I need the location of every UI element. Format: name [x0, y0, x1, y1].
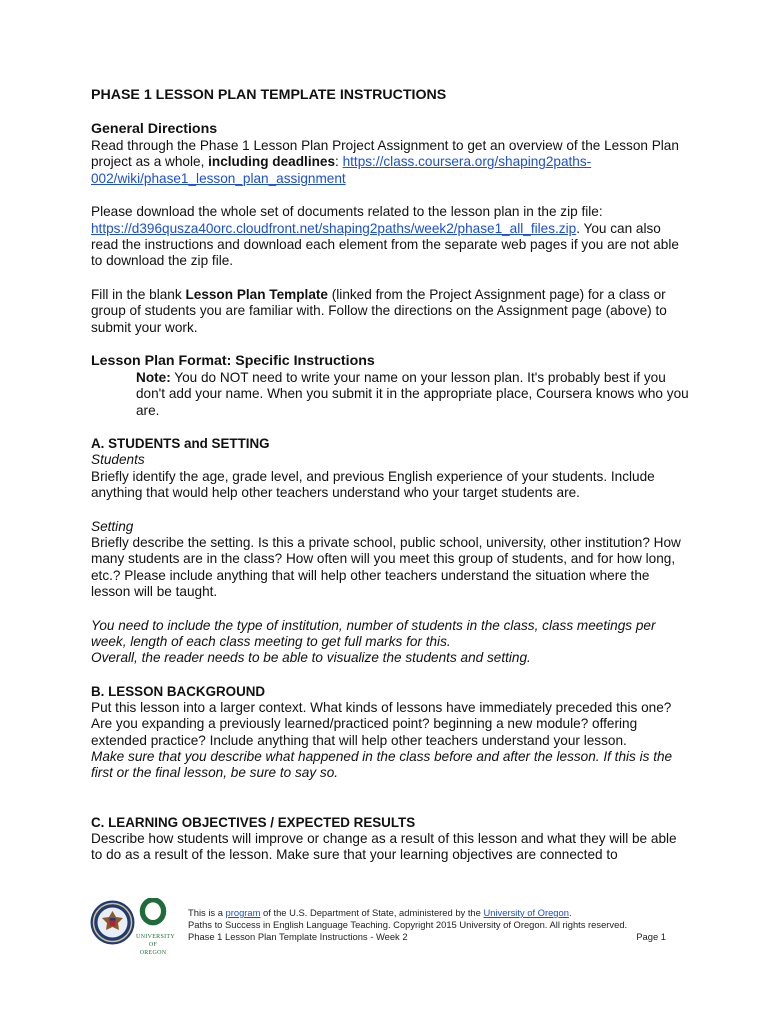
university-of-oregon-link[interactable]: University of Oregon [483, 907, 569, 918]
page-number: Page 1 [636, 931, 666, 942]
general-paragraph-2 [91, 204, 691, 270]
section-b-italic [91, 749, 691, 782]
uo-o-icon [136, 898, 170, 928]
section-a-italic-1-text: You need to include the type of institution, number of students in the class, class meetings per week, length of each class meeting to get full marks for this. [91, 617, 656, 649]
document-title: PHASE 1 LESSON PLAN TEMPLATE INSTRUCTIONS [91, 87, 447, 103]
document-body [91, 86, 691, 864]
section-a-heading: A. STUDENTS and SETTING [91, 436, 270, 452]
general-p3-rest: (linked from the Project Assignment page) for a class or group of students you are familiar with. Follow the directions on the Assignment page (above) to submit your work. [91, 286, 667, 335]
footer-line-1-end: . [568, 907, 572, 918]
zip-file-link[interactable]: https://d396qusza40orc.cloudfront.net/shaping2paths/week2/phase1_all_files.zip [91, 220, 577, 236]
footer-line-3 [188, 931, 666, 943]
section-c-text: Describe how students will improve or change as a result of this lesson and what they will be able to do as a result of the lesson. Make sure that your learning objectives are connected to [91, 830, 677, 863]
setting-label [91, 519, 691, 535]
students-label-text: Students [91, 452, 145, 468]
general-p2-rest: . You can also read the instructions and download each element from the separate web pages if you are not able to download the zip file. [91, 220, 679, 269]
setting-label-text: Setting [91, 518, 134, 534]
general-paragraph-1 [91, 138, 691, 187]
general-p2-text: Please download the whole set of documents related to the lesson plan in the zip file: [91, 204, 603, 220]
footer-line-1-mid: of the U.S. Department of State, administered by the [260, 907, 484, 918]
section-b-italic-text: Make sure that you describe what happened in the class before and after the lesson. If this is the first or the final lesson, be sure to say so. [91, 748, 673, 781]
program-link[interactable]: program [225, 907, 261, 918]
uo-logo-line-2: OF OREGON [139, 942, 167, 956]
footer-text [188, 907, 666, 943]
setting-text: Briefly describe the setting. Is this a private school, public school, university, other institution? How many students are in the class? How often will you meet this group of students, and for how long, etc.? Please include anything that will help other teachers understand the situation where the lesson will be taught. [91, 534, 681, 600]
university-of-oregon-logo [136, 898, 175, 956]
footer-document-label: Phase 1 Lesson Plan Template Instructions - Week 2 [188, 931, 408, 942]
general-p1-text: Read through the Phase 1 Lesson Plan Project Assignment to get an overview of the Lesson Plan project as a whole, [91, 138, 679, 170]
note-paragraph [91, 370, 691, 419]
section-b-heading: B. LESSON BACKGROUND [91, 683, 266, 699]
page-footer [90, 898, 680, 968]
section-a-italic-2 [91, 650, 691, 666]
general-directions-heading: General Directions [91, 121, 218, 137]
section-b-text: Put this lesson into a larger context. What kinds of lessons have immediately preceded this one? Are you expanding a previously learned/practiced point? beginning a new module? offering extended practice? Include anything that will help other teachers understand your lesson. [91, 699, 672, 748]
section-a-italic-2-text: Overall, the reader needs to be able to visualize the students and setting. [91, 650, 531, 666]
students-text: Briefly identify the age, grade level, and previous English experience of your students. Include anything that would help other teachers understand who your target students are. [91, 468, 655, 501]
section-a-italic-1 [91, 618, 691, 651]
note-label: Note: [136, 370, 171, 386]
general-p3-pre: Fill in the blank [91, 286, 186, 302]
uo-logo-line-1: UNIVERSITY [136, 934, 175, 940]
format-heading: Lesson Plan Format: Specific Instructions [91, 353, 375, 370]
students-label [91, 452, 691, 468]
colon-text: : [335, 154, 343, 170]
footer-line-1 [188, 907, 666, 919]
general-paragraph-3 [91, 287, 691, 336]
footer-line-2: Paths to Success in English Language Teaching. Copyright 2015 University of Oregon. All rights reserved. [188, 919, 628, 930]
template-bold: Lesson Plan Template [185, 286, 328, 302]
footer-line-1-pre: This is a [188, 907, 226, 918]
deadlines-bold: including deadlines [208, 154, 336, 170]
state-department-seal-icon [90, 900, 135, 945]
note-text: You do NOT need to write your name on your lesson plan. It's probably best if you don't add your name. When you submit it in the appropriate place, Coursera knows who you are. [136, 370, 689, 418]
section-c-heading: C. LEARNING OBJECTIVES / EXPECTED RESULTS [91, 814, 416, 830]
assignment-link[interactable]: https://class.coursera.org/shaping2paths-002/wiki/phase1_lesson_plan_assignment [91, 154, 592, 186]
